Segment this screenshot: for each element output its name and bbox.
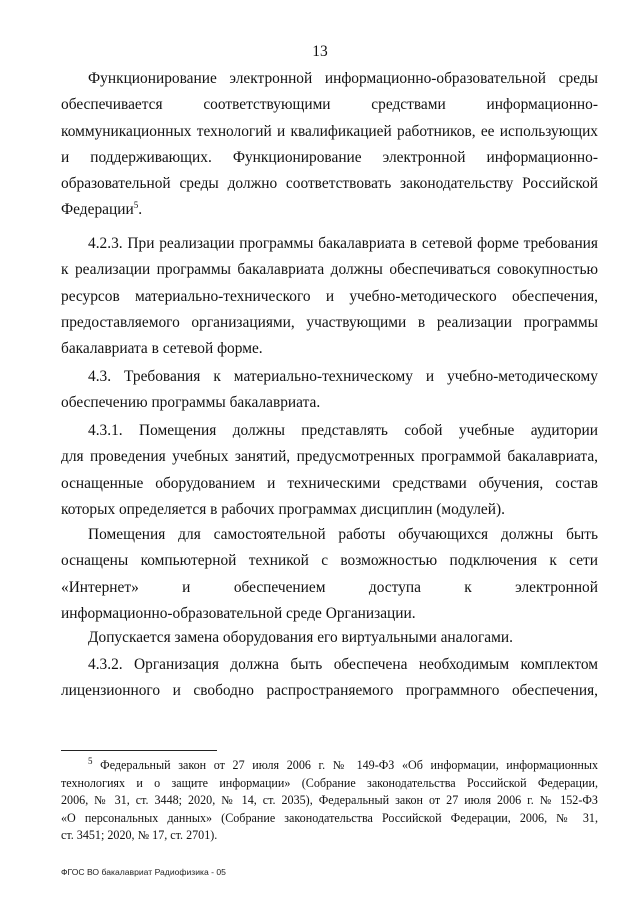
footnote-marker: 5	[88, 757, 93, 766]
text-line: обеспечивается соответствующими средствами информационно-	[61, 96, 598, 114]
text-line: образовательной среды должно соответствовать законодательству Российской	[61, 175, 598, 193]
text-fragment: Федерации	[61, 201, 134, 219]
text-line: для проведения учебных занятий, предусмотренных программой бакалавриата,	[61, 448, 598, 466]
text-fragment: .	[138, 201, 143, 219]
text-line: лицензионного и свободно распространяемого программного обеспечения,	[61, 682, 598, 700]
text-line: «Интернет» и обеспечением доступа к электронной	[61, 578, 598, 596]
text-line: 4.3.2. Организация должна быть обеспечена необходимым комплектом	[88, 656, 598, 673]
paragraph-virtual-analogues	[61, 625, 598, 651]
footnote-divider	[61, 750, 217, 751]
text-line	[61, 197, 598, 223]
footnote	[61, 757, 598, 845]
text-line: к реализации программы бакалавриата должны обеспечиваться совокупностью	[61, 261, 598, 279]
text-line: Допускается замена оборудования его виртуальными аналогами.	[88, 629, 513, 646]
text-line: 4.3.1. Помещения должны представлять собой учебные аудитории	[88, 422, 598, 439]
footnote-line: технологиях и о защите информации» (Собрание законодательства Российской Федерации,	[61, 775, 598, 790]
footnote-line: «О персональных данных» (Собрание законодательства Российской Федерации, 2006, № 31,	[61, 810, 598, 825]
footnote-line	[61, 757, 598, 775]
footnote-text: Федеральный закон от 27 июля 2006 г. № 149-ФЗ «Об информации, информационных	[100, 758, 598, 772]
text-line: оснащенные оборудованием и техническими средствами обучения, состав	[61, 474, 598, 492]
footnote-line: ст. 3451; 2020, № 17, ст. 2701).	[61, 828, 218, 842]
footnote-reference[interactable]: 5	[133, 200, 139, 211]
paragraph-eios-functioning	[61, 66, 598, 224]
document-footer: ФГОС ВО бакалавриат Радиофизика - 05	[61, 867, 226, 877]
text-line: коммуникационных технологий и квалификацией работников, ее использующих	[61, 122, 598, 140]
paragraph-4-2-3	[61, 231, 598, 362]
text-line: предоставляемого организациями, участвующими в реализации программы	[61, 313, 598, 331]
text-line: Помещения для самостоятельной работы обучающихся должны быть	[88, 526, 598, 543]
text-line: 4.3. Требования к материально-техническому и учебно-методическому	[88, 368, 598, 385]
text-line: ресурсов материально-технического и учебно-методического обеспечения,	[61, 287, 598, 305]
text-line: Функционирование электронной информационно-образовательной среды	[88, 70, 598, 87]
page-number: 13	[312, 43, 328, 60]
footnote-line: 2006, № 31, ст. 3448; 2020, № 14, ст. 2035), Федеральный закон от 27 июля 2006 г. № 152-ФЗ	[61, 793, 598, 807]
text-line: оснащены компьютерной техникой с возможностью подключения к сети	[61, 552, 598, 570]
paragraph-self-study-rooms	[61, 522, 598, 627]
text-line: информационно-образовательной среде Организации.	[61, 604, 416, 622]
text-line: и поддерживающих. Функционирование электронной информационно-	[61, 148, 598, 166]
text-line: 4.2.3. При реализации программы бакалавриата в сетевой форме требования	[88, 235, 598, 252]
paragraph-4-3-2	[61, 652, 598, 705]
text-line: бакалавриата в сетевой форме.	[61, 340, 263, 358]
paragraph-4-3-1	[61, 418, 598, 523]
paragraph-4-3	[61, 364, 598, 417]
text-line: которых определяется в рабочих программах дисциплин (модулей).	[61, 500, 505, 518]
text-line: обеспечению программы бакалавриата.	[61, 394, 321, 412]
